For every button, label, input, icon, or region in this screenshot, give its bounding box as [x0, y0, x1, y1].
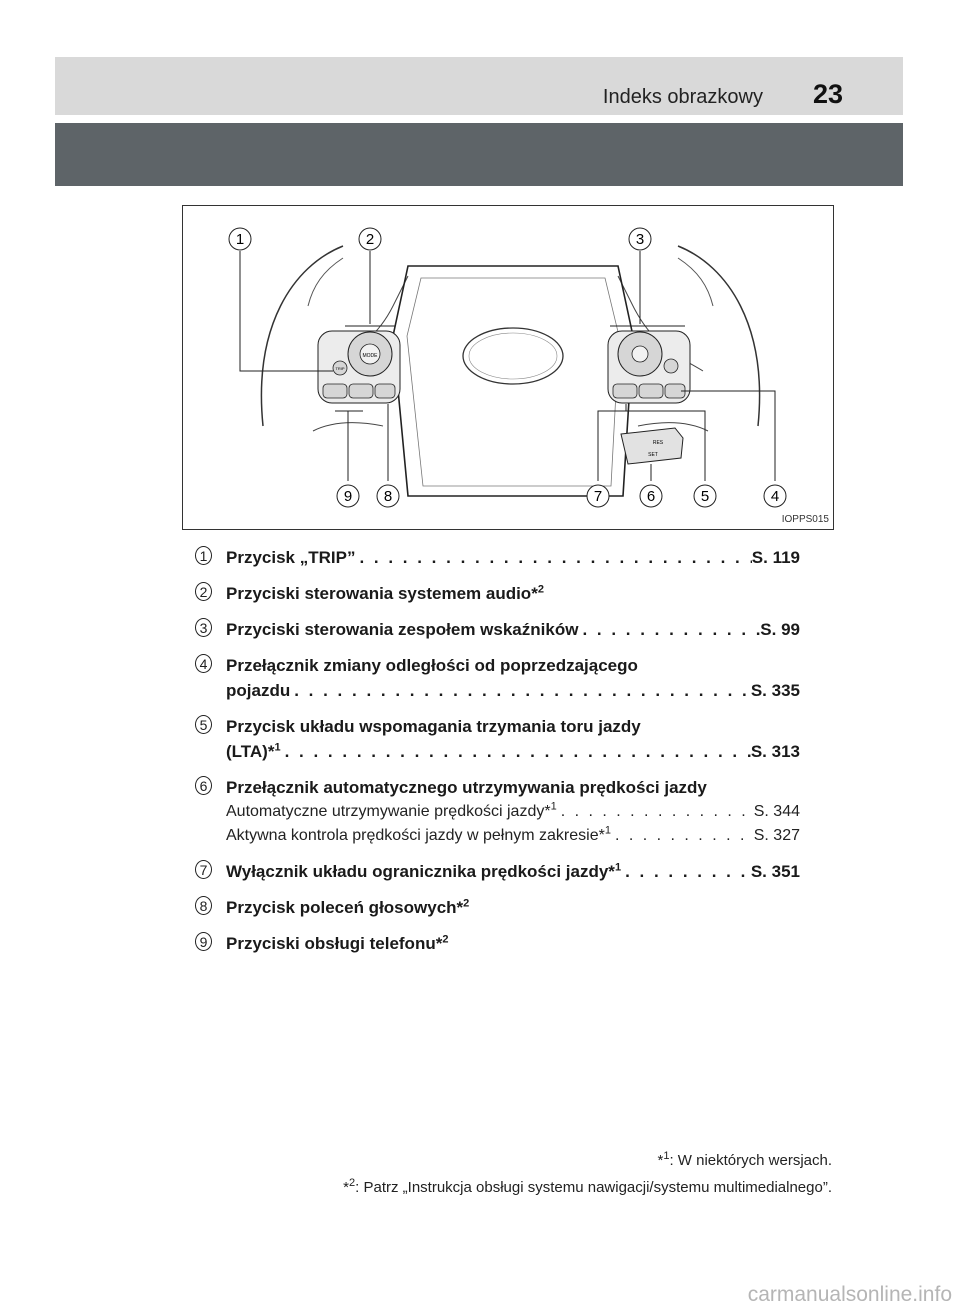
- section-banner: [55, 123, 903, 186]
- section-title: Indeks obrazkowy: [602, 86, 763, 108]
- sub-item-label: Automatyczne utrzymywanie prędkości jazdy*: [226, 803, 551, 820]
- callout-4: [764, 485, 786, 507]
- callout-3: [629, 228, 651, 250]
- mode-button-label: MODE: [362, 353, 378, 359]
- item-number: 9: [195, 932, 212, 951]
- page-ref: S. 351: [750, 862, 800, 881]
- footnote-mark: 1: [274, 741, 281, 754]
- svg-text:9: 9: [343, 488, 353, 505]
- item-label: Przycisk poleceń głosowych*$^2$: [226, 897, 470, 917]
- footnotes: [343, 1152, 832, 1206]
- callout-2: [359, 228, 381, 250]
- callout-5: [694, 485, 716, 507]
- item-label-continued: (LTA)*$^1$: [226, 741, 281, 761]
- page-ref: S. 119: [751, 548, 800, 567]
- item-number: 5: [195, 715, 212, 734]
- callout-1: [229, 228, 251, 250]
- footnote-mark: 2: [537, 583, 544, 596]
- list-item: [195, 895, 800, 920]
- page-ref: S. 313: [750, 742, 800, 761]
- steering-wheel-figure: [182, 205, 834, 530]
- header-band: [55, 57, 903, 115]
- item-label: Wyłącznik układu ogranicznika prędkości jazdy*$^1$: [226, 861, 622, 881]
- list-item: [195, 859, 800, 884]
- item-label: Przyciski sterowania zespołem wskaźników: [226, 620, 579, 639]
- page-ref: S. 344: [753, 803, 800, 820]
- footnote-mark: 2: [442, 933, 449, 946]
- item-number: 2: [195, 582, 212, 601]
- list-item: [195, 545, 800, 570]
- item-label: Przyciski obsługi telefonu*$^2$: [226, 933, 449, 953]
- callout-8: [377, 485, 399, 507]
- page-ref: S. 335: [750, 681, 800, 700]
- item-number: 1: [195, 546, 212, 565]
- list-item: [195, 581, 800, 606]
- list-item: [195, 931, 800, 956]
- sub-item-label: Aktywna kontrola prędkości jazdy w pełnym zakresie*: [226, 827, 605, 844]
- item-label-continued: pojazdu: [226, 681, 291, 700]
- svg-text:8: 8: [383, 488, 393, 505]
- item-number: 6: [195, 776, 212, 795]
- watermark: carmanualsonline.info: [747, 1283, 952, 1306]
- svg-text:1: 1: [235, 231, 245, 248]
- callout-9: [337, 485, 359, 507]
- page-ref: S. 99: [760, 620, 800, 639]
- page-ref: S. 327: [753, 827, 800, 844]
- item-number: 7: [195, 860, 212, 879]
- footnote-mark: 1: [614, 861, 622, 874]
- res-label: RES: [652, 440, 664, 446]
- item-label: Przycisk „TRIP”: [226, 548, 356, 567]
- callout-7: [587, 485, 609, 507]
- footnote-mark: 1: [604, 824, 611, 837]
- item-number: 3: [195, 618, 212, 637]
- item-label: Przełącznik automatycznego utrzymywania prędkości jazdy: [226, 778, 707, 797]
- svg-text:4: 4: [770, 488, 780, 505]
- item-label: Przyciski sterowania systemem audio*$^2$: [226, 583, 544, 603]
- trip-button-label: TRIP: [335, 366, 345, 371]
- list-item: [195, 775, 800, 848]
- list-item: [195, 714, 800, 764]
- svg-text:2: 2: [365, 231, 375, 248]
- footnote-1: *$^1$: W niektórych wersjach.: [657, 1150, 832, 1169]
- footnote-2: *$^2$: Patrz „Instrukcja obsługi systemu nawigacji/systemu multimedialnego”.: [343, 1177, 832, 1196]
- callout-6: [640, 485, 662, 507]
- set-label: SET: [648, 452, 658, 458]
- item-number: 8: [195, 896, 212, 915]
- list-item: [195, 653, 800, 703]
- svg-text:6: 6: [646, 488, 656, 505]
- page-number: 23: [812, 79, 843, 109]
- item-label: Przycisk układu wspomagania trzymania toru jazdy: [226, 717, 641, 736]
- sub-item: [226, 800, 800, 824]
- footnote-mark: 1: [550, 800, 557, 813]
- svg-text:7: 7: [593, 488, 603, 505]
- list-item: [195, 617, 800, 642]
- figure-code: IOPPS015: [781, 514, 829, 525]
- sub-item: [226, 824, 800, 848]
- item-list: [195, 545, 800, 967]
- item-label: Przełącznik zmiany odległości od poprzedzającego: [226, 656, 638, 675]
- svg-text:3: 3: [635, 231, 645, 248]
- footnote-mark: 2: [463, 897, 470, 910]
- steering-wheel-illustration: [183, 206, 834, 530]
- item-number: 4: [195, 654, 212, 673]
- svg-text:5: 5: [700, 488, 710, 505]
